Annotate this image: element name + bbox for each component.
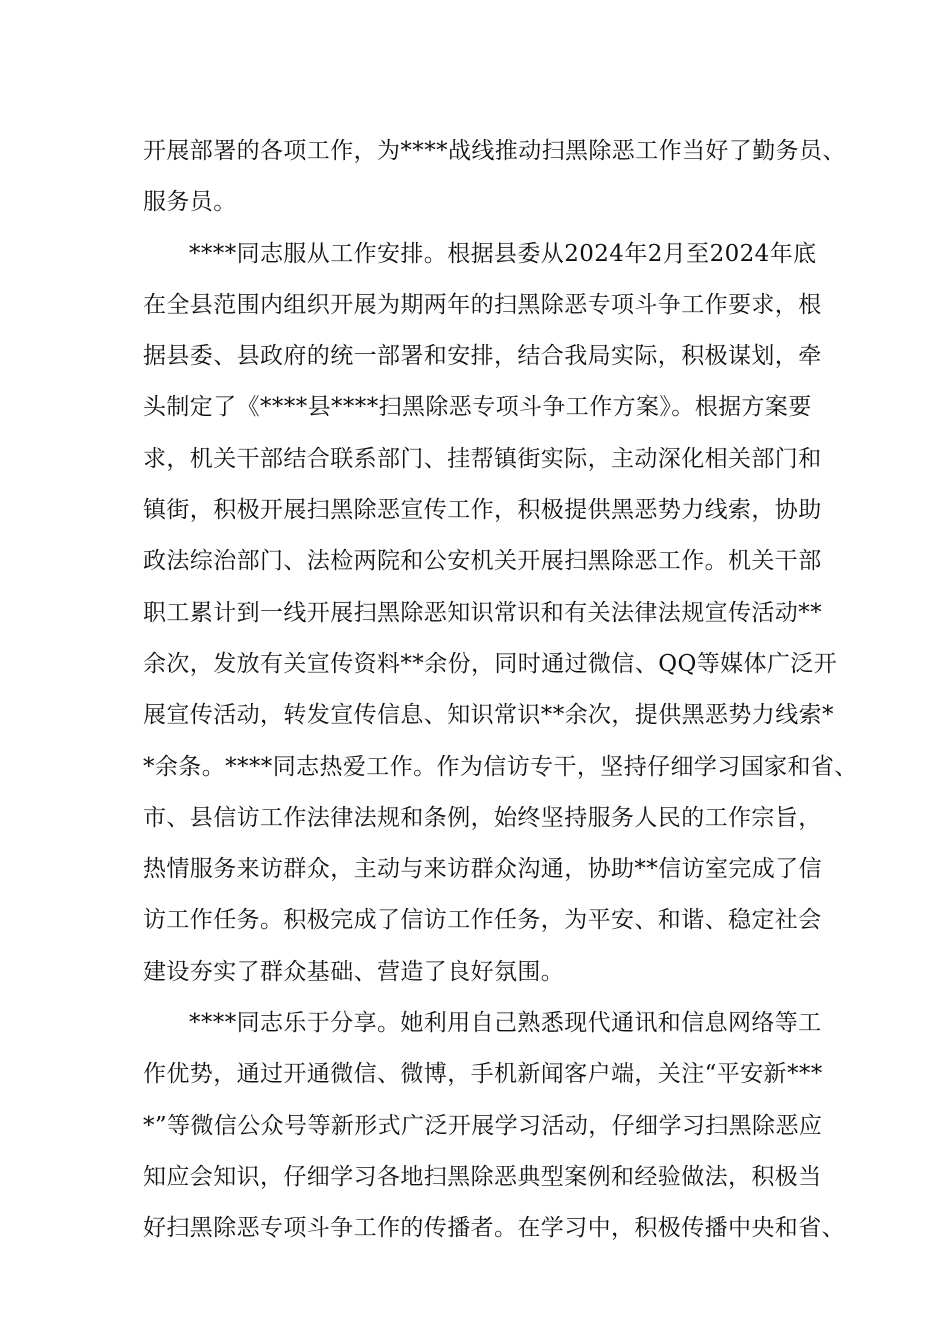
text-line: 开展部署的各项工作，为****战线推动扫黑除恶工作当好了勤务员、 (143, 138, 846, 164)
text-line: *”等微信公众号等新形式广泛开展学习活动，仔细学习扫黑除恶应 (143, 1112, 823, 1139)
paragraph-start-line: ****同志服从工作安排。根据县委从2024年2月至2024年底 (189, 240, 817, 267)
text-line: *余条。****同志热爱工作。作为信访专干，坚持仔细学习国家和省、 (143, 753, 858, 780)
text-line: 余次，发放有关宣传资料**余份，同时通过微信、QQ等媒体广泛开 (143, 650, 838, 677)
text-line: 职工累计到一线开展扫黑除恶知识常识和有关法律法规宣传活动** (143, 599, 822, 626)
text-line: 据县委、县政府的统一部署和安排，结合我局实际，积极谋划，牵 (143, 343, 822, 370)
text-line: 建设夯实了群众基础、营造了良好氛围。 (143, 958, 565, 985)
text-line: 政法综治部门、法检两院和公安机关开展扫黑除恶工作。机关干部 (143, 548, 822, 575)
text-line: 头制定了《****县****扫黑除恶专项斗争工作方案》。根据方案要 (143, 394, 812, 421)
text-line: 热情服务来访群众，主动与来访群众沟通，协助**信访室完成了信 (143, 856, 822, 883)
text-line: 服务员。 (143, 189, 237, 216)
text-line: 访工作任务。积极完成了信访工作任务，为平安、和谐、稳定社会 (143, 907, 822, 934)
text-line: 镇街，积极开展扫黑除恶宣传工作，积极提供黑恶势力线索，协助 (143, 497, 822, 524)
text-line: 求，机关干部结合联系部门、挂帮镇街实际，主动深化相关部门和 (143, 445, 822, 472)
text-line: 知应会知识，仔细学习各地扫黑除恶典型案例和经验做法，积极当 (143, 1163, 822, 1190)
text-line: 在全县范围内组织开展为期两年的扫黑除恶专项斗争工作要求，根 (143, 291, 822, 318)
body-text (143, 126, 858, 1255)
text-line: 展宣传活动，转发宣传信息、知识常识**余次，提供黑恶势力线索* (143, 702, 834, 729)
paragraph-start-line: ****同志乐于分享。她利用自己熟悉现代通讯和信息网络等工 (189, 1010, 822, 1037)
text-line: 市、县信访工作法律法规和条例，始终坚持服务人民的工作宗旨， (143, 804, 822, 831)
text-line: 好扫黑除恶专项斗争工作的传播者。在学习中，积极传播中央和省、 (143, 1215, 845, 1242)
text-line: 作优势，通过开通微信、微博，手机新闻客户端，关注“平安新*** (143, 1061, 823, 1088)
